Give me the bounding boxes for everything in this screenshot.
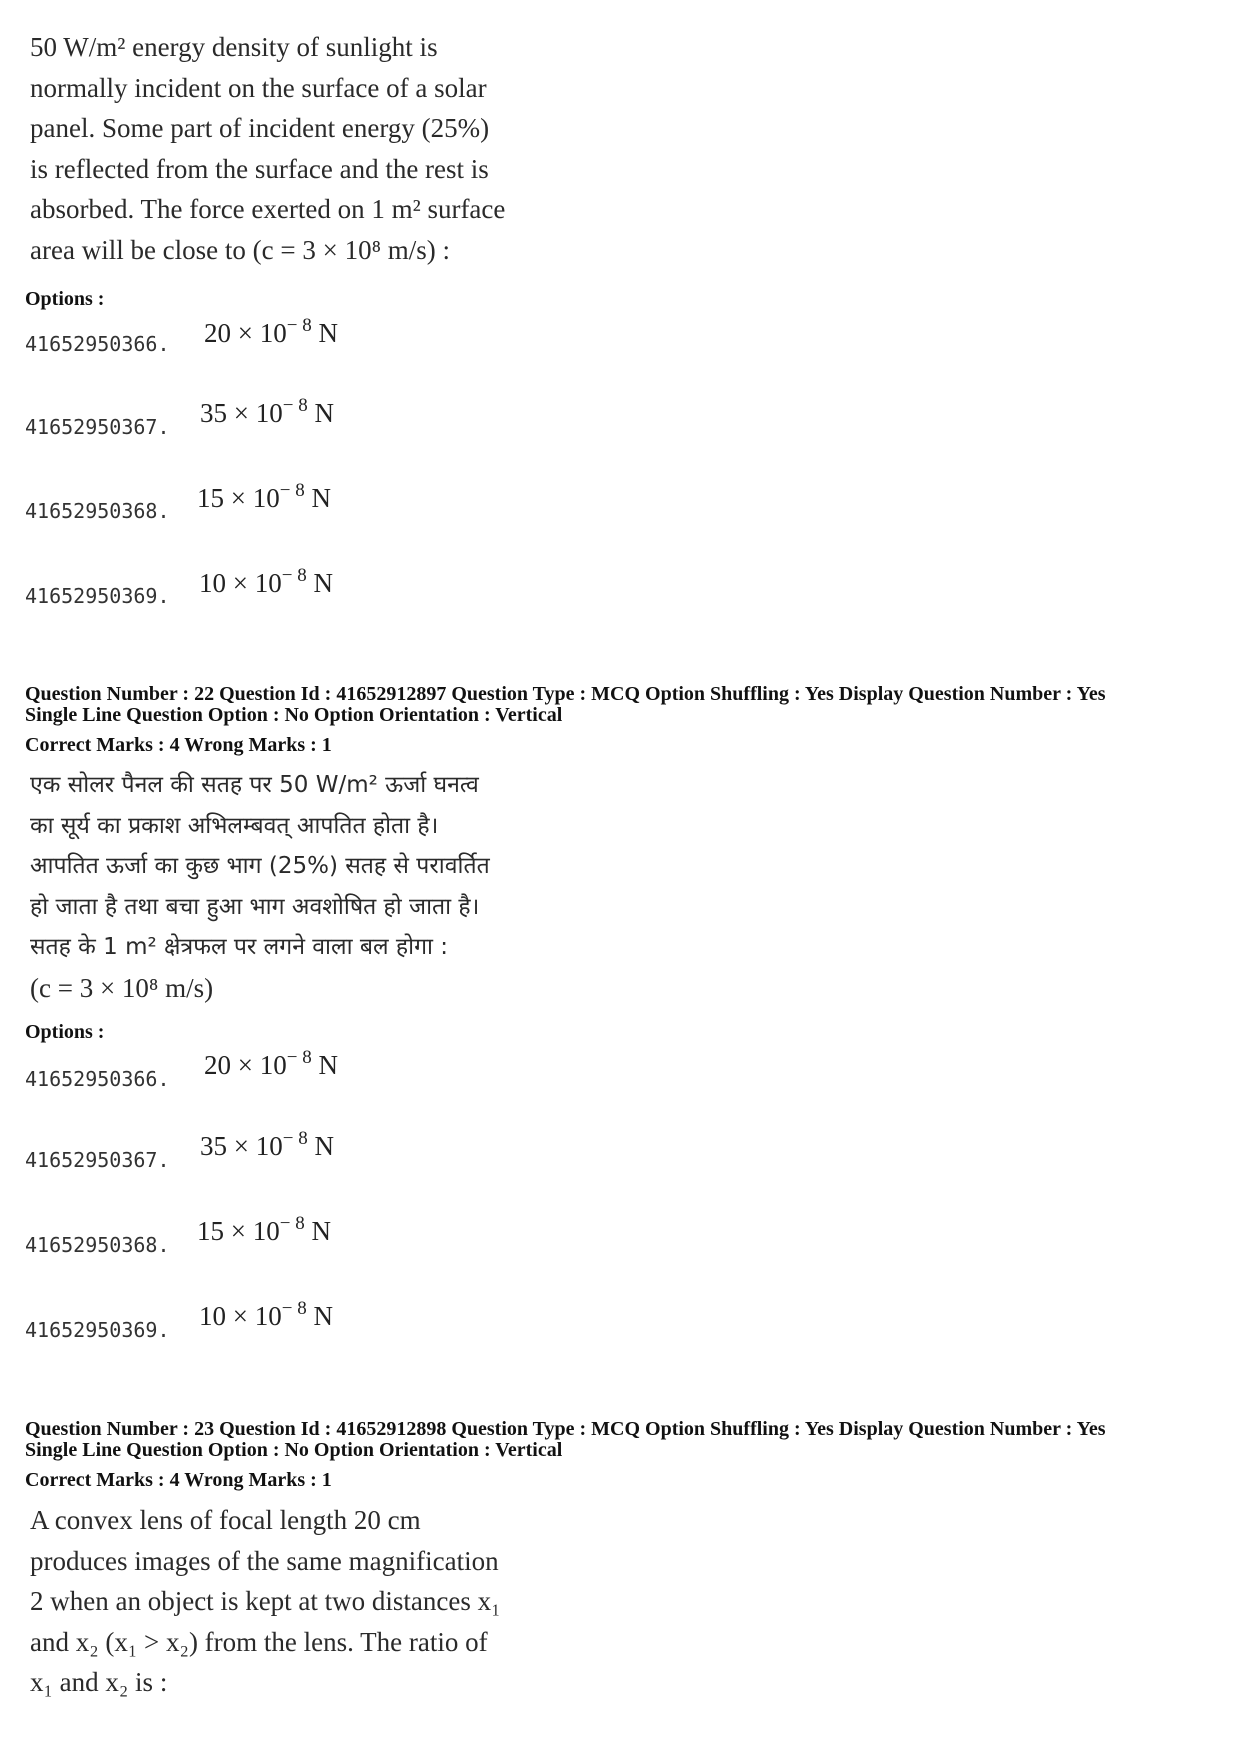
q21-line: is reflected from the surface and the rest is: [30, 153, 489, 184]
q21-line: normally incident on the surface of a solar: [30, 72, 487, 103]
unit: N: [313, 1301, 333, 1331]
q22-marks: Correct Marks : 4 Wrong Marks : 1: [25, 734, 332, 756]
mantissa: 15 × 10: [197, 1216, 280, 1246]
question-23-text: [30, 1500, 540, 1703]
q22-option-1-id: 41652950366.: [25, 1067, 170, 1091]
q22-line: आपतित ऊर्जा का कुछ भाग (25%) सतह से परावर्तित: [30, 853, 490, 879]
q21-option-4-id: 41652950369.: [25, 584, 170, 608]
q23-line: and x₂ (x₁ > x₂) from the lens. The ratio of: [30, 1626, 488, 1657]
unit: N: [314, 398, 334, 428]
q21-option-3-value[interactable]: [197, 480, 331, 514]
exponent: − 8: [281, 565, 307, 586]
q21-line: panel. Some part of incident energy (25%): [30, 113, 490, 143]
mantissa: 10 × 10: [199, 1301, 282, 1331]
q21-options-label: Options :: [25, 288, 105, 310]
q23-marks: Correct Marks : 4 Wrong Marks : 1: [25, 1469, 332, 1491]
q21-line: absorbed. The force exerted on 1 m² surface: [30, 194, 506, 224]
q22-options-label: Options :: [25, 1021, 105, 1043]
mantissa: 10 × 10: [199, 568, 282, 598]
q22-line: एक सोलर पैनल की सतह पर 50 W/m² ऊर्जा घनत्व: [30, 772, 479, 798]
exponent: − 8: [286, 1047, 312, 1068]
mantissa: 15 × 10: [197, 483, 280, 513]
unit: N: [318, 318, 338, 348]
mantissa: 35 × 10: [200, 1131, 283, 1161]
unit: N: [313, 568, 333, 598]
q23-meta-line-2: Single Line Question Option : No Option Orientation : Vertical: [25, 1439, 563, 1461]
unit: N: [311, 1216, 331, 1246]
q21-option-4-value[interactable]: [199, 565, 333, 599]
q23-line: x₁ and x₂ is :: [30, 1667, 168, 1697]
q22-option-4-id: 41652950369.: [25, 1318, 170, 1342]
q22-option-1-value[interactable]: [204, 1047, 338, 1081]
exponent: − 8: [279, 480, 305, 501]
q22-line: का सूर्य का प्रकाश अभिलम्बवत् आपतित होता है।: [30, 812, 439, 839]
q22-option-3-id: 41652950368.: [25, 1233, 170, 1257]
q21-option-1-value[interactable]: [204, 315, 338, 349]
unit: N: [314, 1131, 334, 1161]
q21-option-1-id: 41652950366.: [25, 332, 170, 356]
exponent: − 8: [279, 1213, 305, 1234]
q21-option-3-id: 41652950368.: [25, 499, 170, 523]
q23-line: A convex lens of focal length 20 cm: [30, 1505, 421, 1535]
q21-line: area will be close to (c = 3 × 10⁸ m/s) :: [30, 234, 451, 265]
exponent: − 8: [281, 1298, 307, 1319]
mantissa: 20 × 10: [204, 318, 287, 348]
question-22-text: [30, 765, 540, 1008]
mantissa: 35 × 10: [200, 398, 283, 428]
q22-line: (c = 3 × 10⁸ m/s): [30, 972, 214, 1003]
exponent: − 8: [286, 315, 312, 336]
q22-meta-line-1: Question Number : 22 Question Id : 41652912897 Question Type : MCQ Option Shuffling : Yes Display Question Number : Yes: [25, 683, 1106, 705]
exponent: − 8: [282, 1128, 308, 1149]
q22-line: सतह के 1 m² क्षेत्रफल पर लगने वाला बल होगा :: [30, 934, 449, 960]
q22-option-4-value[interactable]: [199, 1298, 333, 1332]
q22-option-2-value[interactable]: [200, 1128, 334, 1162]
q21-option-2-id: 41652950367.: [25, 415, 170, 439]
mantissa: 20 × 10: [204, 1050, 287, 1080]
q21-option-2-value[interactable]: [200, 395, 334, 429]
q22-option-2-id: 41652950367.: [25, 1148, 170, 1172]
q22-option-3-value[interactable]: [197, 1213, 331, 1247]
exponent: − 8: [282, 395, 308, 416]
q23-meta-line-1: Question Number : 23 Question Id : 41652912898 Question Type : MCQ Option Shuffling : Yes Display Question Number : Yes: [25, 1418, 1106, 1440]
unit: N: [318, 1050, 338, 1080]
q21-line: 50 W/m² energy density of sunlight is: [30, 32, 438, 62]
unit: N: [311, 483, 331, 513]
q22-meta-line-2: Single Line Question Option : No Option Orientation : Vertical: [25, 704, 563, 726]
question-21-text: [30, 27, 540, 270]
q23-line: produces images of the same magnification: [30, 1545, 499, 1576]
q23-line: 2 when an object is kept at two distances x₁: [30, 1586, 501, 1616]
q22-line: हो जाता है तथा बचा हुआ भाग अवशोषित हो जाता है।: [30, 893, 480, 920]
